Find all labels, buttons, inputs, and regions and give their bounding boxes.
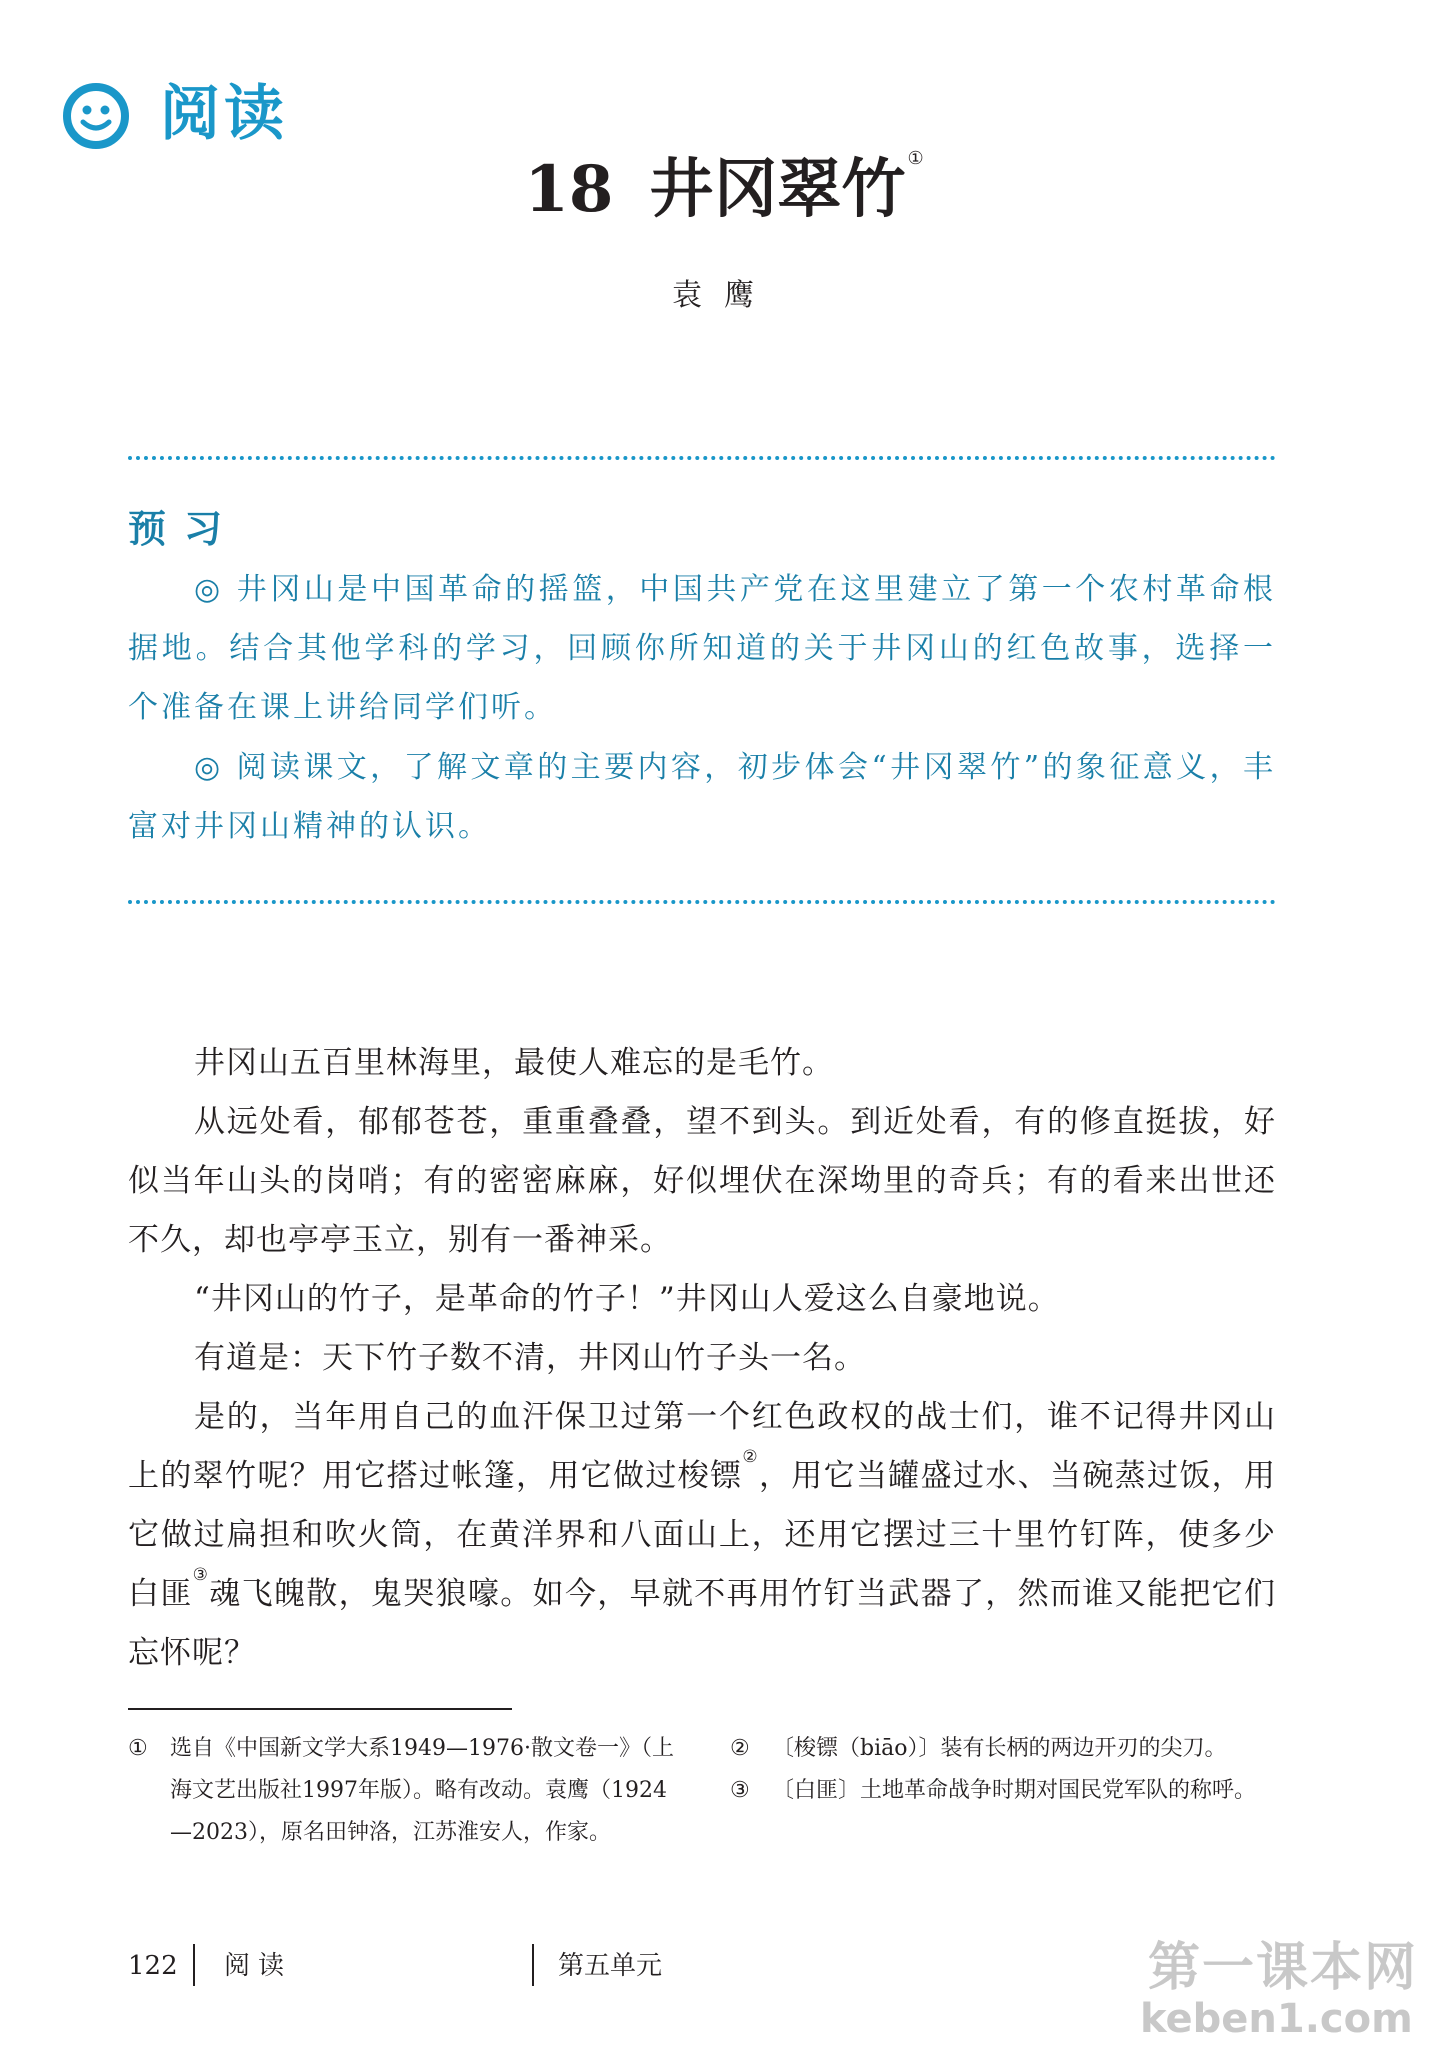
footnote-mark: ② (730, 1736, 750, 1761)
footnote-mark: ① (128, 1736, 148, 1761)
watermark-url: keben1.com (1140, 1996, 1413, 2042)
article-body (128, 1034, 1276, 1683)
footer-section: 阅读 (224, 1951, 293, 1981)
body-paragraph: “井冈山的竹子，是革命的竹子！”井冈山人爱这么自豪地说。 (194, 1281, 1060, 1317)
footnote-mark: ③ (730, 1778, 750, 1803)
body-paragraph: 有道是：天下竹子数不清，井冈山竹子头一名。 (194, 1340, 866, 1376)
footnote-text: 〔梭镖（biāo）〕装有长柄的两边开刃的尖刀。 (772, 1736, 1227, 1761)
footer-separator (193, 1944, 195, 1986)
body-text-segment: 是的，当年用自己的血汗保卫过第一个红色政权的战士们，谁不记得井冈山上的翠竹呢？用它搭过帐篷，用它做过梭镖 (128, 1399, 1276, 1494)
footnote-divider (128, 1708, 512, 1710)
body-text-segment: 魂飞魄散，鬼哭狼嚎。如今，早就不再用竹钉当武器了，然而谁又能把它们忘怀呢？ (128, 1576, 1276, 1671)
lesson-number: 18 (524, 152, 614, 227)
author-name: 袁鹰 (672, 278, 776, 313)
footnote-item (730, 1728, 1290, 1770)
title-footnote-marker[interactable]: ① (907, 148, 924, 169)
footer-unit: 第五单元 (558, 1951, 663, 1981)
footnote-text: 〔白匪〕土地革命战争时期对国民党军队的称呼。 (772, 1778, 1257, 1803)
footnote-item (128, 1728, 688, 1854)
dotted-divider-top (128, 456, 1276, 460)
page-number: 122 (128, 1951, 178, 1981)
dotted-divider-bottom (128, 900, 1276, 904)
footnote-item (730, 1770, 1290, 1812)
footnote-text: 选自《中国新文学大系1949—1976·散文卷一》（上海文艺出版社1997年版）。略有改动。袁鹰（1924—2023），原名田钟洛，江苏淮安人，作家。 (170, 1736, 674, 1845)
footnotes-right-column (730, 1728, 1290, 1812)
smiley-face-icon (62, 82, 130, 150)
body-paragraph: 从远处看，郁郁苍苍，重重叠叠，望不到头。到近处看，有的修直挺拔，好似当年山头的岗哨；有的密密麻麻，好似埋伏在深坳里的奇兵；有的看来出世还不久，却也亭亭玉立，别有一番神采。 (128, 1104, 1276, 1258)
watermark-text: 第一课本网 (1148, 1938, 1419, 1998)
footnote-marker-3[interactable]: ③ (192, 1565, 210, 1585)
lesson-title (0, 148, 1448, 232)
preview-heading: 预习 (128, 506, 241, 551)
body-paragraph: 井冈山五百里林海里，最使人难忘的是毛竹。 (194, 1045, 834, 1081)
footer-separator (532, 1944, 534, 1986)
footnote-marker-2[interactable]: ② (742, 1447, 759, 1467)
body-paragraph (128, 1388, 1276, 1683)
lesson-title-text: 井冈翠竹 (649, 152, 906, 227)
body-text-segment: ，用它当罐盛过水、当碗蒸过饭，用它做过扁担和吹火筒，在黄洋界和八面山上，还用它摆过三十里竹钉阵，使多少白匪 (128, 1458, 1277, 1612)
preview-item: ◎ 阅读课文，了解文章的主要内容，初步体会“井冈翠竹”的象征意义，丰富对井冈山精神的认识。 (128, 750, 1276, 844)
preview-item: ◎ 井冈山是中国革命的摇篮，中国共产党在这里建立了第一个农村革命根据地。结合其他学科的学习，回顾你所知道的关于井冈山的红色故事，选择一个准备在课上讲给同学们听。 (128, 572, 1276, 725)
section-label: 阅读 (160, 79, 288, 149)
footnotes-left-column (128, 1728, 688, 1854)
